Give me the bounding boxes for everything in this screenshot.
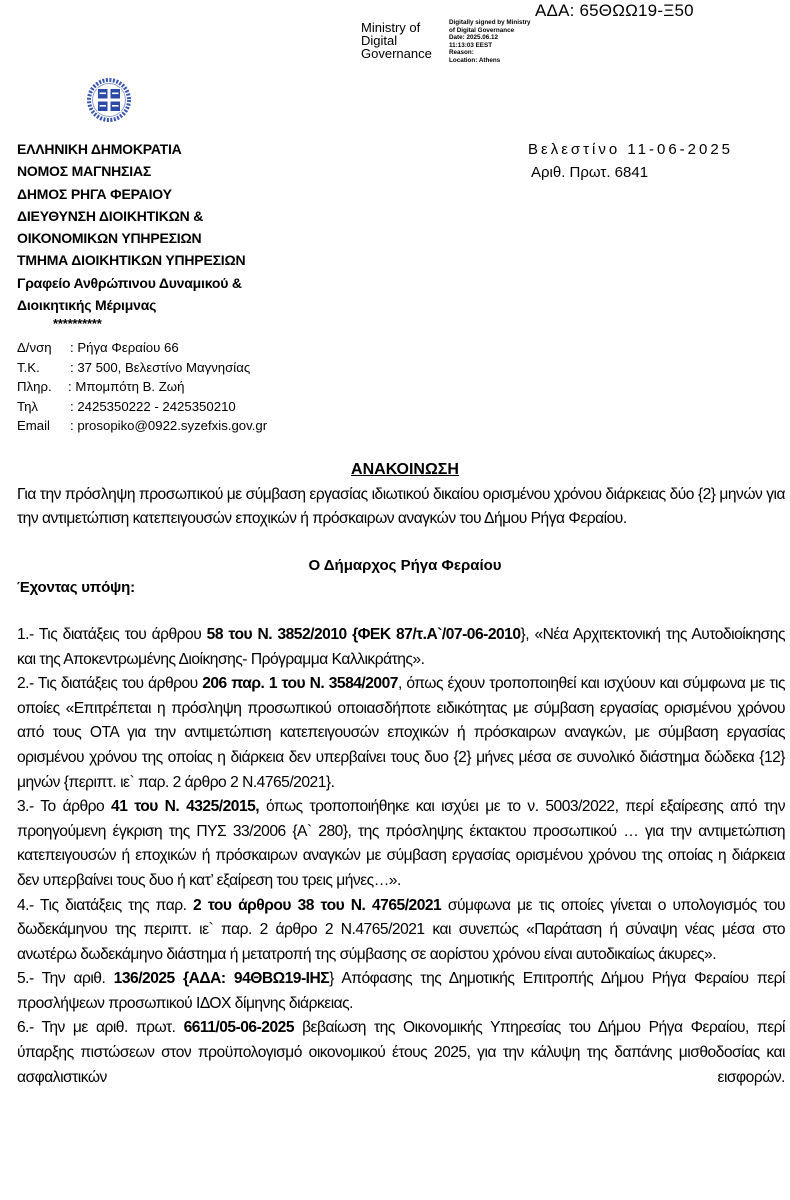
legal-item-1 [17,623,785,672]
contact-value: : 2425350222 - 2425350210 [70,398,236,414]
contact-label: Τηλ [17,398,39,414]
mayor-heading: Ο Δήμαρχος Ρήγα Φεραίου [308,556,502,574]
announcement-subject: Για την πρόσληψη προσωπικού με σύμβαση εργασίας ιδιωτικού δικαίου ορισμένου χρόνου διάρκειας δύο {2} μηνών για την αντιμετώπιση κατεπειγουσών εποχικών ή πρόσκαιρων αναγκών του Δήμου Ρήγα Φεραίου. [17,485,785,528]
item-bold-ref: 206 παρ. 1 του Ν. 3584/2007 [202,675,398,693]
announcement-title: ΑΝΑΚΟΙΝΩΣΗ [351,461,459,478]
document-meta [528,138,733,184]
contact-row-address [17,338,267,358]
having-regard-heading: Έχοντας υπόψη: [17,579,135,597]
item-text: 1.- Τις διατάξεις του άρθρου [17,625,207,643]
greek-coat-of-arms-icon [87,78,131,122]
contact-row-info [17,377,267,397]
item-bold-ref: 58 του Ν. 3852/2010 {ΦΕΚ 87/τ.Α`/07-06-2010 [206,625,521,643]
legal-item-3 [17,795,785,893]
item-text: 4.- Τις διατάξεις της παρ. [17,896,194,914]
issuer-line: ΔΙΕΥΘΥΝΣΗ ΔΙΟΙΚΗΤΙΚΩΝ & [17,207,204,224]
signature-line: Date: 2025.06.12 [449,34,499,41]
signature-line: 11:13:03 EEST [449,41,493,49]
ada-code: ΑΔΑ: 65ΘΩΩ19-Ξ50 [535,1,694,20]
signature-line: Reason: [449,49,474,56]
item-text: , όπως έχουν τροποποιηθεί και ισχύουν και σύμφωνα με τις οποίες «Επιτρέπεται η πρόσληψη προσωπικού οποιασδήποτε ειδικότητας με σύμβαση εργασίας ορισμένου χρόνου από τους ΟΤΑ για την αντιμετώπιση κατεπειγουσών εποχικών ή πρόσκαιρων αναγκών, με σύμβαση εργασίας ορισμένου χρόνου της οποίας η διάρκεια δεν υπερβαίνει τους δυο {2} μήνες μέσα σε συνολικό διάστημα δώδεκα {12} μηνών {περιπτ. ιε` παρ. 2 άρθρο 2 Ν.4765/2021}. [17,675,785,791]
place-date: Βελεστίνο 11-06-2025 [528,141,734,158]
issuer-line: ΕΛΛΗΝΙΚΗ ΔΗΜΟΚΡΑΤΙΑ [17,141,182,157]
signature-line: Location: Athens [449,56,501,64]
item-text: σύμφωνα με τις οποίες γίνεται ο υπολογισμός του δωδεκάμηνου της περιπτ. ιε` παρ. 2 άρθρο 2 Ν.4765/2021 και συνεπώς «Παράταση ή σύναψη νέας μέσα στο ανωτέρω δωδεκάμηνο διάστημα ή μετατροπή της σύμβασης σε αορίστου χρόνου είναι αυτοδικαίως άκυρες». [17,896,785,963]
item-text: 6.- Την με αριθ. πρωτ. [17,1019,184,1037]
protocol-number: Αριθ. Πρωτ. 6841 [531,164,649,181]
contact-row-postcode [17,358,267,378]
spacer [17,601,785,623]
signer-line: Ministry of [361,20,421,35]
item-text: 2.- Τις διατάξεις του άρθρου [17,675,203,693]
issuer-line: Διοικητικής Μέριμνας [17,297,157,314]
item-text: όπως τροποποιήθηκε και ισχύει με το ν. 5003/2022, περί εξαίρεσης από την προηγούμενη έγκριση της ΠΥΣ 33/2006 {Α` 280}, της πρόσληψης έκτακτου προσωπικού … για την αντιμετώπιση κατεπειγουσών ή εποχικών ή πρόσκαιρων αναγκών με σύμβαση εργασίας ορισμένου χρόνου της οποίας η διάρκεια δεν υπερβαίνει τους δυο ή κατ’ εξαίρεση του τρεις μήνες…». [17,798,786,889]
signer-line: Digital [361,33,398,48]
contact-label: Email [17,418,50,434]
signature-line: Digitally signed by Ministry [449,19,531,26]
item-bold-ref: 136/2025 {ΑΔΑ: 94ΘΒΩ19-ΙΗΣ [113,970,330,988]
item-bold-ref: 41 του Ν. 4325/2015, [111,798,260,816]
digital-signer-name [361,21,432,60]
contact-block [17,338,267,436]
issuer-block [17,138,245,332]
legal-item-6 [17,1016,785,1090]
contact-label: Δ/νση [17,340,52,355]
issuer-line: ΝΟΜΟΣ ΜΑΓΝΗΣΙΑΣ [17,163,152,180]
signature-line: of Digital Governance [449,26,515,34]
item-text: 3.- Το άρθρο [17,798,112,816]
legal-item-2 [17,672,785,795]
contact-row-phone [17,397,267,417]
issuer-line: ΟΙΚΟΝΟΜΙΚΩΝ ΥΠΗΡΕΣΙΩΝ [17,230,202,247]
legal-item-4 [17,894,785,968]
signer-line: Governance [361,46,432,61]
issuer-line: ΤΜΗΜΑ ΔΙΟΙΚΗΤΙΚΩΝ ΥΠΗΡΕΣΙΩΝ [17,252,246,269]
announcement-body [17,458,785,1090]
contact-label: Τ.Κ. [17,359,40,375]
separator-stars: ********** [53,316,102,332]
item-text: } Απόφασης της Δημοτικής Επιτροπής Δήμου Ρήγα Φεραίου περί προσλήψεων προσωπικού ΙΔΟΧ δίμηνης διάρκειας. [17,970,785,1012]
contact-email-link[interactable]: : prosopiko@0922.syzefxis.gov.gr [70,418,268,434]
item-text: βεβαίωση της Οικονομικής Υπηρεσίας του Δήμου Ρήγα Φεραίου, περί ύπαρξης πιστώσεων στον προϋπολογισμό οικονομικού έτους 2025, για την κάλυψη της δαπάνης μισθοδοσίας και ασφαλιστικών εισφορών. [17,1019,785,1086]
contact-row-email [17,416,267,436]
item-text: }, «Νέα Αρχιτεκτονική της Αυτοδιοίκησης και της Αποκεντρωμένης Διοίκησης- Πρόγραμμα Καλλικράτης». [17,625,785,668]
legal-item-5 [17,967,785,1016]
item-bold-ref: 6611/05-06-2025 [183,1019,294,1037]
digital-signature-details [449,19,531,64]
contact-value: : Ρήγα Φεραίου 66 [70,340,179,355]
item-bold-ref: 2 του άρθρου 38 του Ν. 4765/2021 [193,896,442,914]
contact-value: : Μπομπότη Β. Ζωή [68,379,185,395]
item-text: 5.- Την αριθ. [17,970,114,988]
issuer-line: ΔΗΜΟΣ ΡΗΓΑ ΦΕΡΑΙΟΥ [17,185,172,202]
contact-label: Πληρ. [17,379,52,395]
contact-value: : 37 500, Βελεστίνο Μαγνησίας [70,359,251,375]
issuer-line: Γραφείο Ανθρώπινου Δυναμικού & [17,274,242,291]
